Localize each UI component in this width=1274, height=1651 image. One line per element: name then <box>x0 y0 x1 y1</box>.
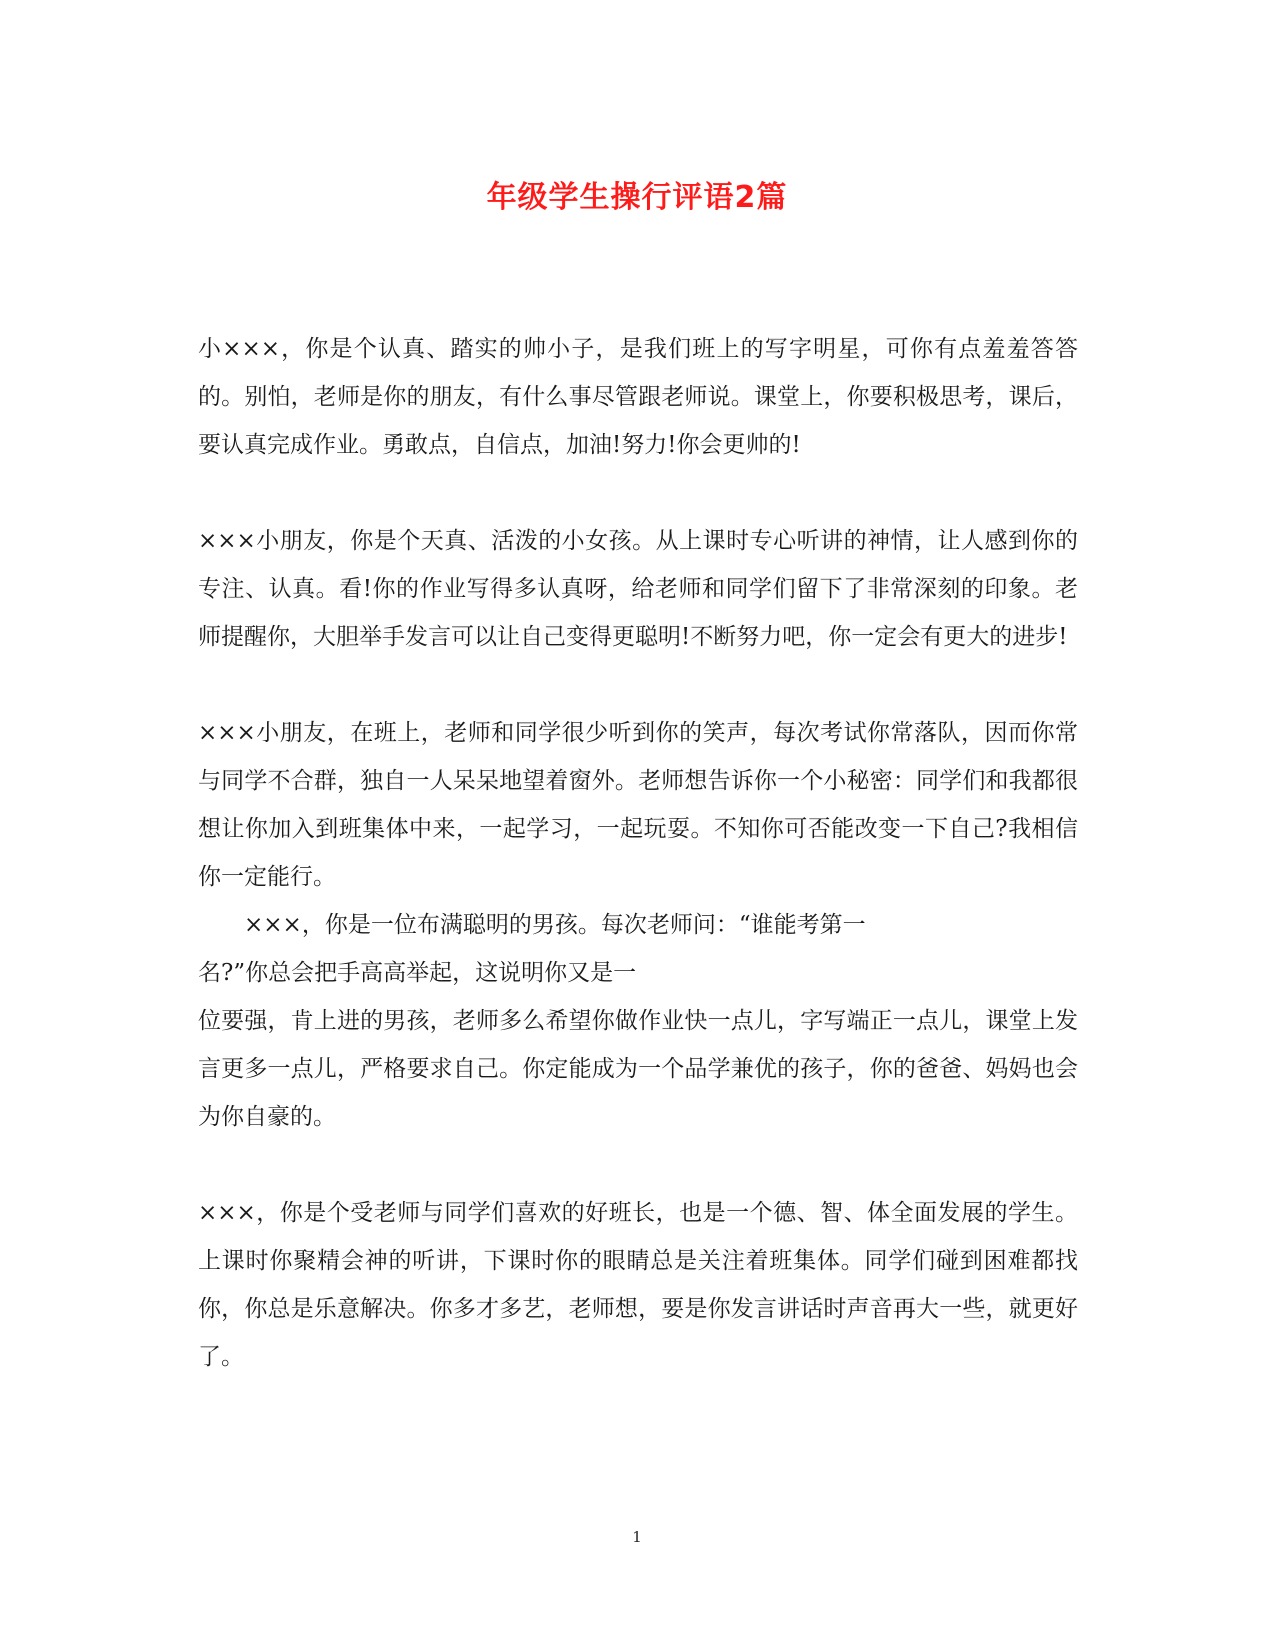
document-body <box>198 325 1078 1381</box>
paragraph-spacer <box>198 469 1078 517</box>
paragraph-1: 小×××，你是个认真、踏实的帅小子，是我们班上的写字明星，可你有点羞羞答答的。别怕，老师是你的朋友，有什么事尽管跟老师说。课堂上，你要积极思考，课后，要认真完成作业。勇敢点，自信点，加油!努力!你会更帅的! <box>198 336 1078 458</box>
paragraph-5: ×××，你是个受老师与同学们喜欢的好班长，也是一个德、智、体全面发展的学生。上课时你聚精会神的听讲，下课时你的眼睛总是关注着班集体。同学们碰到困难都找你，你总是乐意解决。你多才多艺，老师想，要是你发言讲话时声音再大一些，就更好了。 <box>198 1200 1078 1370</box>
paragraph-spacer <box>198 1141 1078 1189</box>
paragraph-4-line-2: 名?”你总会把手高高举起，这说明你又是一 <box>198 960 637 986</box>
paragraph-4-continued: 位要强，肯上进的男孩，老师多么希望你做作业快一点儿，字写端正一点儿，课堂上发言更多一点儿，严格要求自己。你定能成为一个品学兼优的孩子，你的爸爸、妈妈也会为你自豪的。 <box>198 1008 1078 1130</box>
paragraph-3: ×××小朋友，在班上，老师和同学很少听到你的笑声，每次考试你常落队，因而你常与同学不合群，独自一人呆呆地望着窗外。老师想告诉你一个小秘密：同学们和我都很想让你加入到班集体中来，一起学习，一起玩耍。不知你可否能改变一下自己?我相信你一定能行。 <box>198 720 1078 890</box>
page-number: 1 <box>632 1528 642 1546</box>
paragraph-2: ×××小朋友，你是个天真、活泼的小女孩。从上课时专心听讲的神情，让人感到你的专注、认真。看!你的作业写得多认真呀，给老师和同学们留下了非常深刻的印象。老师提醒你，大胆举手发言可以让自己变得更聪明!不断努力吧，你一定会有更大的进步! <box>198 528 1078 650</box>
paragraph-spacer <box>198 661 1078 709</box>
document-title: 年级学生操行评语2篇 <box>486 180 788 215</box>
paragraph-4-line-1: ×××，你是一位布满聪明的男孩。每次老师问：“谁能考第一 <box>244 912 866 938</box>
